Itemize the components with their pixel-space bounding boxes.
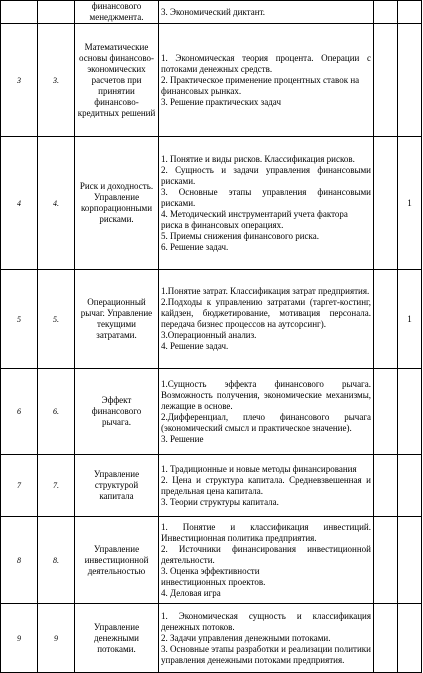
table-row — [1, 455, 422, 517]
content-line: 3. Основные этапы управления финансовыми рисками. — [161, 186, 371, 208]
topic-number-cell: 3. — [38, 24, 75, 137]
content-line: 3. Решение — [161, 433, 204, 444]
content-line: финансовых рынках. — [161, 85, 242, 96]
hours-cell — [374, 369, 398, 455]
extra-hours-cell — [398, 455, 422, 517]
hours-cell — [374, 517, 398, 604]
topic-cell: Управление структурой капитала — [75, 455, 159, 517]
table-row — [1, 24, 422, 137]
content-line: 4. Деловая игра — [161, 587, 221, 598]
content-line: 1.Сущность эффекта финансового рычага. Возможность получения, экономические механизмы, лежащие в основе. — [161, 378, 371, 411]
hours-cell — [374, 270, 398, 369]
extra-hours-cell: 1 — [398, 137, 422, 270]
content-cell — [159, 270, 374, 369]
row-number-cell: 4 — [1, 137, 38, 270]
table-row — [1, 270, 422, 369]
topic-number-cell: 4. — [38, 137, 75, 270]
syllabus-table-body — [1, 1, 422, 673]
content-cell — [159, 604, 374, 673]
hours-cell — [374, 1, 398, 24]
content-cell — [159, 517, 374, 604]
content-line: 3.Операционный анализ. — [161, 330, 257, 340]
table-row — [1, 369, 422, 455]
content-line: 2. Цена и структура капитала. Средневзвешенная и предельная цена капитала. — [161, 474, 371, 496]
content-line: 2.Подходы к управлению затратами (таргет-костинг, кайдзен, бюджетирование, мотивация персонала. передача бизнес процессов на аутсорсинг). — [161, 297, 371, 329]
row-number-cell: 9 — [1, 604, 38, 673]
extra-hours-cell — [398, 1, 422, 24]
content-line: 3. Теории структуры капитала. — [161, 496, 279, 507]
row-number-cell: 3 — [1, 24, 38, 137]
topic-cell: Управление инвестиционной деятельностью — [75, 517, 159, 604]
content-line: 2. Источники финансирования инвестиционной деятельности. — [161, 543, 371, 565]
hours-cell — [374, 455, 398, 517]
table-row — [1, 604, 422, 673]
topic-number-cell — [38, 1, 75, 24]
content-line: 1. Экономическая сущность и классификация денежных потоков. — [161, 610, 371, 632]
row-number-cell: 7 — [1, 455, 38, 517]
content-line: 2. Практическое применение процентных ставок на — [161, 74, 360, 85]
topic-cell: Эффект финансового рычага. — [75, 369, 159, 455]
content-line: 3. Основные этапы разработки и реализации политики управления денежными потоками предприятия. — [161, 643, 371, 665]
content-line: 2. Сущность и задачи управления финансовыми рисками. — [161, 164, 371, 186]
hours-cell — [374, 604, 398, 673]
topic-number-cell: 8. — [38, 517, 75, 604]
content-cell — [159, 137, 374, 270]
topic-cell: Риск и доходность. Управление корпорационными рисками. — [75, 137, 159, 270]
extra-hours-cell — [398, 369, 422, 455]
content-line: 6. Решение задач. — [161, 241, 229, 252]
topic-cell: Математические основы финансово-экономических расчетов при принятии финансово-кредитных решений — [75, 24, 159, 137]
row-number-cell: 8 — [1, 517, 38, 604]
content-cell — [159, 369, 374, 455]
content-cell — [159, 24, 374, 137]
content-line: 2. Задачи управления денежными потоками. — [161, 632, 331, 643]
content-line: 2.Дифференциал, плечо финансового рычага (экономический смысл и практическое значение). — [161, 411, 371, 433]
hours-cell — [374, 137, 398, 270]
content-line: 1. Понятие и виды рисков. Классификация рисков. — [161, 153, 355, 164]
content-line: 5. Приемы снижения финансового риска. — [161, 230, 320, 241]
content-line: 1.Понятие затрат. Классификация затрат предприятия. — [161, 286, 370, 296]
content-line: 3. Оценка эффективности — [161, 565, 260, 576]
content-line: 1. Экономическая теория процента. Операции с потоками денежных средств. — [161, 52, 371, 74]
extra-hours-cell — [398, 24, 422, 137]
row-number-cell: 6 — [1, 369, 38, 455]
extra-hours-cell — [398, 604, 422, 673]
row-number-cell — [1, 1, 38, 24]
content-line: риска в финансовых операциях. — [161, 219, 284, 230]
content-line: 3. Решение практических задач — [161, 96, 281, 107]
table-row — [1, 517, 422, 604]
content-line: инвестиционных проектов. — [161, 576, 266, 587]
topic-cell: Операционный рычаг. Управление текущими затратами. — [75, 270, 159, 369]
topic-number-cell: 9 — [38, 604, 75, 673]
table-row — [1, 137, 422, 270]
content-cell — [159, 455, 374, 517]
row-number-cell: 5 — [1, 270, 38, 369]
topic-number-cell: 5. — [38, 270, 75, 369]
content-cell — [159, 1, 374, 24]
topic-number-cell: 6. — [38, 369, 75, 455]
content-line: 1. Понятие и классификация инвестиций. Инвестиционная политика предприятия. — [161, 521, 371, 543]
topic-cell: Управление денежными потоками. — [75, 604, 159, 673]
table-row — [1, 1, 422, 24]
content-line: 3. Экономический диктант. — [161, 6, 266, 17]
content-line: 1. Традиционные и новые методы финансирования — [161, 463, 357, 474]
extra-hours-cell: 1 — [398, 270, 422, 369]
extra-hours-cell — [398, 517, 422, 604]
content-line: 4. Методический инструментарий учета фактора — [161, 208, 348, 219]
hours-cell — [374, 24, 398, 137]
topic-cell: финансового менеджмента. — [75, 1, 159, 24]
topic-number-cell: 7. — [38, 455, 75, 517]
content-line: 4. Решение задач. — [161, 341, 229, 351]
